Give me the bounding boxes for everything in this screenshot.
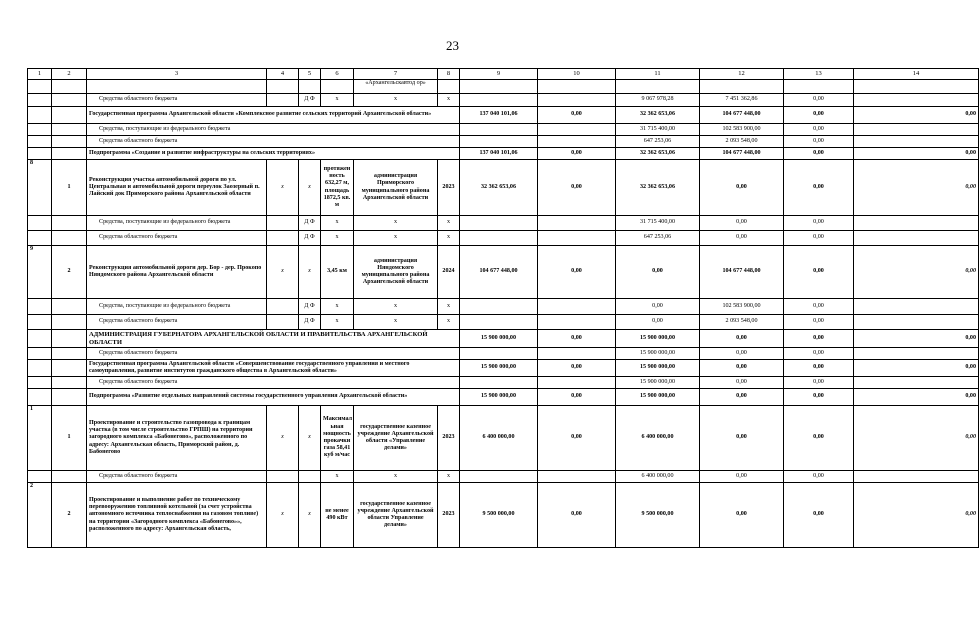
code-cell: Д Ф [299,94,321,107]
row-label: Средства областного бюджета [87,231,267,246]
cell: х [438,315,460,330]
capacity-cell: 3,45 км [321,246,354,299]
cell: х [267,246,299,299]
row-label: Средства областного бюджета [87,348,460,360]
cell: х [299,406,321,471]
cell: 0,00 [700,231,784,246]
program-title: Государственная программа Архангельской области «Совершенствование государственного управления и местного самоуправления, развитие институтов гражданского общества в Архангельской области» [87,360,460,377]
cell: 102 583 900,00 [700,124,784,136]
cell: 102 583 900,00 [700,299,784,315]
col-num: 12 [700,69,784,80]
table-row [28,330,979,348]
cell: х [321,231,354,246]
cell: 137 040 101,06 [460,107,538,124]
cell: 0,00 [538,330,616,348]
cell: х [354,471,438,483]
cell: 15 900 000,00 [616,360,700,377]
table-row [28,406,979,471]
cell: х [438,231,460,246]
cell: 0,00 [784,406,854,471]
code-cell: Д Ф [299,315,321,330]
cell: 0,00 [538,107,616,124]
object-name: Реконструкция участка автомобильной дороги по ул. Центральная и автомобильной дороги переулок Заозерный п. Лайский док Приморского района Архангельской области [87,160,267,216]
cell: 0,00 [784,483,854,548]
cell: 15 900 000,00 [616,389,700,406]
cell: х [299,246,321,299]
row-label: Средства, поступающие из федерального бюджета [87,216,267,231]
year-cell: 2023 [438,160,460,216]
cell: х [321,315,354,330]
cell: х [438,94,460,107]
cell: 31 715 400,00 [616,216,700,231]
table-row [28,136,979,148]
table-row [28,389,979,406]
cell: 6 400 000,00 [460,406,538,471]
cell: х [438,216,460,231]
executor-cell: администрация Приморского муниципального района Архангельской области [354,160,438,216]
col-num: 11 [616,69,700,80]
col-num: 2 [52,69,87,80]
cell: 32 362 653,06 [616,148,700,160]
cell: 7 451 362,86 [700,94,784,107]
cell: 0,00 [700,406,784,471]
col-num: 7 [354,69,438,80]
col-num: 1 [28,69,52,80]
cell: 15 900 000,00 [616,330,700,348]
cell: 0,00 [784,377,854,389]
year-cell: 2023 [438,406,460,471]
cell: х [438,299,460,315]
cell: 0,00 [538,246,616,299]
cell: х [438,471,460,483]
table-row [28,315,979,330]
cell: 104 677 448,00 [700,246,784,299]
col-num: 8 [438,69,460,80]
cell: 0,00 [700,389,784,406]
cell: 32 362 653,06 [616,160,700,216]
cell: х [267,406,299,471]
item-number: 2 [52,246,87,299]
executor-cell: «Архангельскавтод ор» [354,80,438,94]
code-cell: Д Ф [299,216,321,231]
cell: 6 400 000,00 [616,471,700,483]
subprogram-title: Подпрограмма «Развитие отдельных направлений системы государственного управления Архангельской области» [87,389,460,406]
cell: 0,00 [784,231,854,246]
cell: 0,00 [784,124,854,136]
cell: 0,00 [538,360,616,377]
item-number: 1 [52,160,87,216]
cell: 0,00 [784,107,854,124]
cell: 0,00 [538,160,616,216]
row-label: Средства областного бюджета [87,136,460,148]
table-row [28,107,979,124]
table-row [28,216,979,231]
column-number-row [28,69,979,80]
cell: 104 677 448,00 [700,148,784,160]
cell: 0,00 [616,246,700,299]
ministry-title: АДМИНИСТРАЦИЯ ГУБЕРНАТОРА АРХАНГЕЛЬСКОЙ ОБЛАСТИ И ПРАВИТЕЛЬСТВА АРХАНГЕЛЬСКОЙ ОБЛАСТИ [87,330,460,348]
object-name: Проектирование и строительство газопровода к границам участка (в том числе строительство ГРПШ) на территории загородного комплекса «Бабонегово», расположенного по адресу: Архангельская область, Приморский район, д. Бабонегово [87,406,267,471]
col-num: 4 [267,69,299,80]
row-number: 2 [28,483,52,548]
cell: х [354,315,438,330]
cell: 0,00 [700,348,784,360]
cell: 0,00 [854,360,979,377]
object-name: Проектирование и выполнение работ по техническому перевооружению топливной котельной (за счет устройства автономного источника теплоснабжения на газовом топливе) на территории «Загородного комплекса «Бабонегово»», расположенного по адресу: Архангельская область, [87,483,267,548]
cell: 15 900 000,00 [460,389,538,406]
cell: 0,00 [538,389,616,406]
cell: 0,00 [700,360,784,377]
cell: 0,00 [700,160,784,216]
capacity-cell: протяжен ность 632,27 м, площадь 1872,5 кв. м [321,160,354,216]
col-num: 14 [854,69,979,80]
capacity-cell: не менее 490 кВт [321,483,354,548]
cell: 0,00 [784,246,854,299]
cell: 2 093 548,00 [700,136,784,148]
cell: 0,00 [854,389,979,406]
cell: х [354,299,438,315]
object-name: Реконструкция автомобильной дороги дер. Бор - дер. Прокопо Няндомского района Архангельской области [87,246,267,299]
cell: 32 362 653,06 [616,107,700,124]
cell: 0,00 [854,148,979,160]
cell: х [354,94,438,107]
cell: 0,00 [700,377,784,389]
cell: 15 900 000,00 [616,348,700,360]
col-num: 13 [784,69,854,80]
cell: 104 677 448,00 [460,246,538,299]
cell: 15 900 000,00 [460,330,538,348]
cell: 0,00 [700,471,784,483]
cell: 0,00 [784,148,854,160]
page-number: 23 [446,38,459,53]
col-num: 9 [460,69,538,80]
cell: 6 400 000,00 [616,406,700,471]
cell: 0,00 [784,471,854,483]
cell: х [321,216,354,231]
program-title: Государственная программа Архангельской области «Комплексное развитие сельских территорий Архангельской области» [87,107,460,124]
table-row [28,299,979,315]
year-cell: 2024 [438,246,460,299]
cell: 9 500 000,00 [616,483,700,548]
table-row [28,360,979,377]
cell: 0,00 [700,330,784,348]
subprogram-title: Подпрограмма «Создание и развитие инфраструктуры на сельских территориях» [87,148,460,160]
executor-cell: государственное казенное учреждение Архангельской области Управление делами» [354,483,438,548]
capacity-cell: Максимал ьная мощность прокачки газа 58,41 куб м/час [321,406,354,471]
row-label: Средства областного бюджета [87,471,267,483]
code-cell: Д Ф [299,299,321,315]
table-row [28,471,979,483]
cell: 0,00 [784,360,854,377]
executor-cell: администрация Няндомского муниципального района Архангельской области [354,246,438,299]
cell: 0,00 [784,136,854,148]
budget-table [27,68,979,548]
cell: х [267,160,299,216]
table-row [28,231,979,246]
row-number: 1 [28,406,52,471]
cell: 0,00 [538,406,616,471]
cell: 0,00 [784,389,854,406]
cell: 0,00 [784,315,854,330]
cell: 0,00 [700,483,784,548]
cell: 0,00 [616,315,700,330]
cell: 0,00 [854,160,979,216]
cell: 137 040 101,06 [460,148,538,160]
cell: 15 900 000,00 [616,377,700,389]
cell: 9 500 000,00 [460,483,538,548]
cell: 0,00 [854,406,979,471]
cell: х [321,299,354,315]
cell: 0,00 [784,94,854,107]
cell: 0,00 [538,483,616,548]
cell: 0,00 [854,330,979,348]
col-num: 3 [87,69,267,80]
cell: 0,00 [784,330,854,348]
cell: х [354,216,438,231]
cell: 2 093 548,00 [700,315,784,330]
row-number: 8 [28,160,52,216]
cell: х [299,160,321,216]
cell: 0,00 [616,299,700,315]
table-row [28,124,979,136]
col-num: 5 [299,69,321,80]
cell: 0,00 [854,483,979,548]
col-num: 10 [538,69,616,80]
table-row [28,377,979,389]
row-label: Средства, поступающие из федерального бюджета [87,299,267,315]
cell: 0,00 [854,107,979,124]
cell: 0,00 [784,299,854,315]
row-label: Средства областного бюджета [87,94,267,107]
row-label: Средства, поступающие из федерального бюджета [87,124,460,136]
cell: 32 362 653,06 [460,160,538,216]
cell: 0,00 [784,160,854,216]
table-row [28,94,979,107]
row-label: Средства областного бюджета [87,315,267,330]
year-cell: 2023 [438,483,460,548]
cell: 0,00 [784,348,854,360]
executor-cell: государственное казенное учреждение Архангельской области «Управление делами» [354,406,438,471]
item-number: 1 [52,406,87,471]
cell: 15 900 000,00 [460,360,538,377]
cell: х [321,94,354,107]
table-row [28,148,979,160]
cell: 0,00 [784,216,854,231]
cell: 104 677 448,00 [700,107,784,124]
cell: 0,00 [854,246,979,299]
cell: 0,00 [700,216,784,231]
table-row [28,80,979,94]
cell: 647 253,06 [616,136,700,148]
table-row [28,483,979,548]
cell: 0,00 [538,148,616,160]
table-row [28,246,979,299]
cell: 9 067 978,28 [616,94,700,107]
row-label: Средства областного бюджета [87,377,460,389]
cell: 647 253,06 [616,231,700,246]
col-num: 6 [321,69,354,80]
item-number: 2 [52,483,87,548]
cell: х [354,231,438,246]
table-row [28,348,979,360]
row-number: 9 [28,246,52,299]
cell: х [299,483,321,548]
cell: х [321,471,354,483]
cell: х [267,483,299,548]
cell: 31 715 400,00 [616,124,700,136]
code-cell: Д Ф [299,231,321,246]
table-row [28,160,979,216]
